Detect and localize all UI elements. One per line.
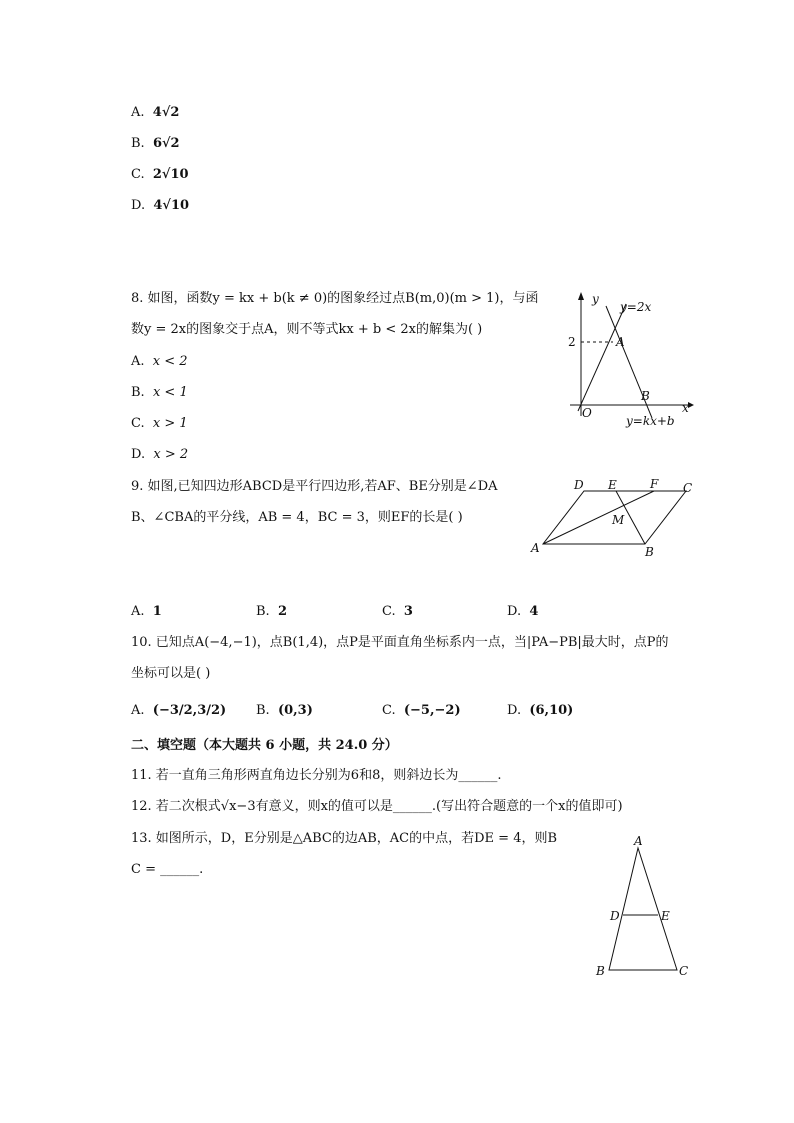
q12-text: 12. 若二次根式√x−3有意义，则x的值可以是______.(写出符合题意的一个x的值即可) <box>131 799 623 814</box>
q10-option-b: B. (0,3) <box>256 703 313 718</box>
q10-option-d: D. (6,10) <box>507 703 574 718</box>
point-a-label: A <box>531 541 540 555</box>
q10-option-a: A. (−3/2,3/2) <box>131 703 227 718</box>
point-c-label: C <box>679 964 689 978</box>
q10-line-1: 10. 已知点A(−4,−1)，点B(1,4)，点P是平面直角坐标系内一点，当|PA−PB|最大时，点P的 <box>131 635 669 650</box>
q9-parallelogram-figure <box>528 474 698 562</box>
point-b-label: B <box>641 389 650 403</box>
line-y-2x <box>578 304 626 411</box>
q7-option-d: D. 4√10 <box>131 198 190 213</box>
q13-triangle-figure <box>592 832 696 982</box>
q8-line-1: 8. 如图，函数y = kx + b(k ≠ 0)的图象经过点B(m,0)(m > 1)，与函 <box>131 291 539 306</box>
origin-label: O <box>582 406 592 420</box>
point-m-label: M <box>612 513 625 527</box>
q9-option-b: B. 2 <box>256 604 287 619</box>
tick-2-label: 2 <box>568 335 576 349</box>
y-axis-label: y <box>592 292 599 306</box>
q7-option-c: C. 2√10 <box>131 167 189 182</box>
x-axis-arrow-icon <box>688 402 694 408</box>
q11-text: 11. 若一直角三角形两直角边长分别为6和8，则斜边长为______. <box>131 768 502 783</box>
section-heading: 二、填空题（本大题共 6 小题，共 24.0 分） <box>131 738 398 753</box>
segment-af <box>543 491 654 544</box>
point-b-label: B <box>596 964 605 978</box>
q8-option-a: A. x < 2 <box>131 354 188 369</box>
point-c-label: C <box>683 481 693 495</box>
q7-option-a: A. 4√2 <box>131 105 180 120</box>
q13-line-2: C = ______. <box>131 862 204 877</box>
x-axis-label: x <box>682 401 689 415</box>
q8-graph-figure <box>560 288 700 433</box>
line-2x-label: y=2x <box>620 300 652 314</box>
point-a-label: A <box>616 335 625 349</box>
q9-option-d: D. 4 <box>507 604 539 619</box>
y-axis-arrow-icon <box>578 292 584 300</box>
point-b-label: B <box>645 545 654 559</box>
q9-option-c: C. 3 <box>382 604 413 619</box>
point-e-label: E <box>608 478 617 492</box>
line-kx-b-label: y=kx+b <box>626 414 675 428</box>
q8-option-b: B. x < 1 <box>131 385 188 400</box>
q8-option-d: D. x > 2 <box>131 447 189 462</box>
point-d-label: D <box>610 909 620 923</box>
q10-line-2: 坐标可以是( ) <box>131 666 211 681</box>
q8-option-c: C. x > 1 <box>131 416 188 431</box>
point-a-label: A <box>634 834 643 848</box>
point-e-label: E <box>661 909 670 923</box>
point-d-label: D <box>574 478 584 492</box>
q13-line-1: 13. 如图所示，D，E分别是△ABC的边AB，AC的中点，若DE = 4，则B <box>131 831 558 846</box>
q8-line-2: 数y = 2x的图象交于点A，则不等式kx + b < 2x的解集为( ) <box>131 322 483 337</box>
point-f-label: F <box>650 477 659 491</box>
q10-option-c: C. (−5,−2) <box>382 703 461 718</box>
q9-line-2: B、∠CBA的平分线，AB = 4，BC = 3，则EF的长是( ) <box>131 510 463 525</box>
q7-option-b: B. 6√2 <box>131 136 180 151</box>
q9-line-1: 9. 如图,已知四边形ABCD是平行四边形,若AF、BE分别是∠DA <box>131 479 498 494</box>
q9-option-a: A. 1 <box>131 604 162 619</box>
